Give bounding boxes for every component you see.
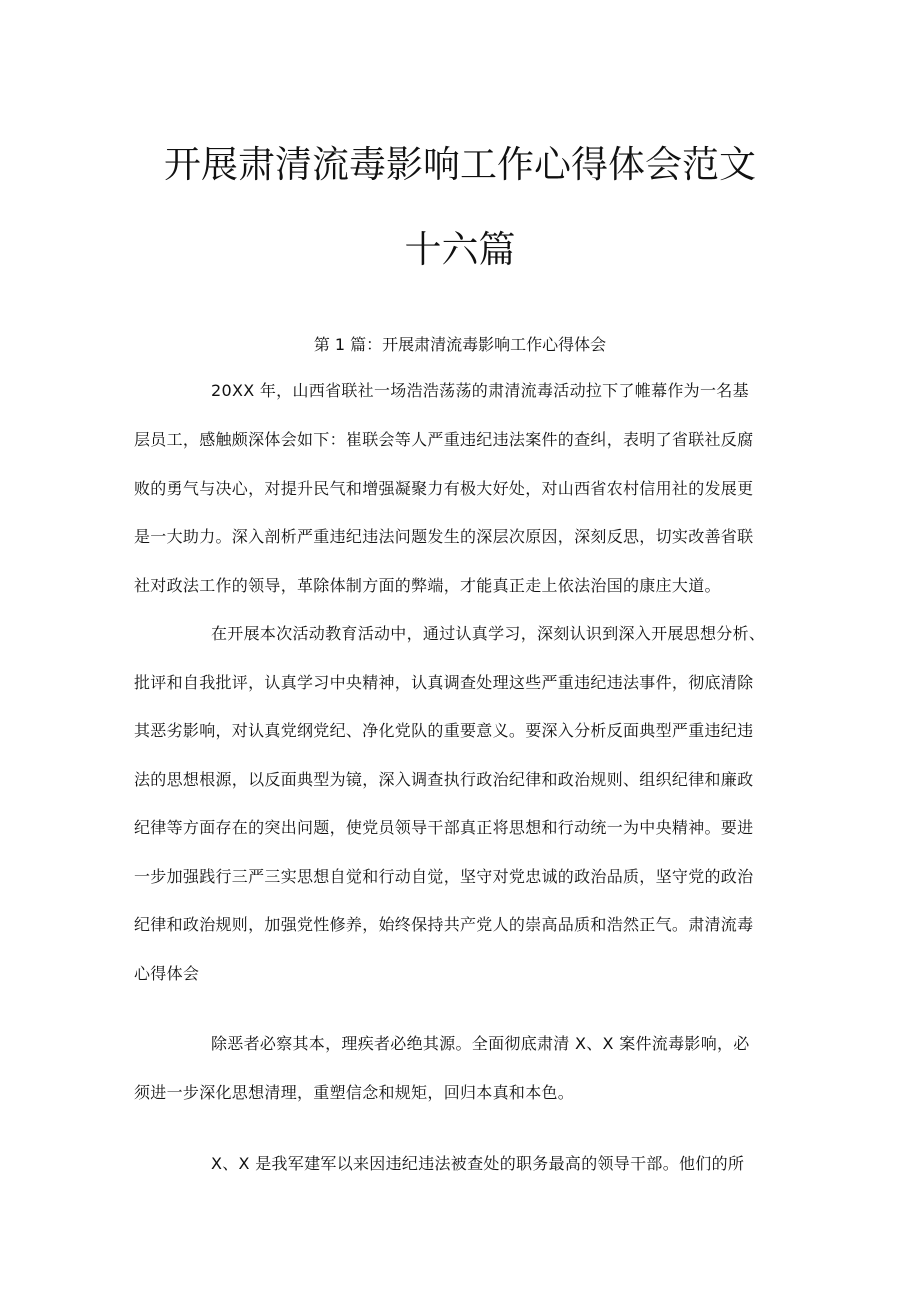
paragraph-line: 批评和自我批评，认真学习中央精神，认真调查处理这些严重违纪违法事件，彻底清除 [134,673,754,692]
paragraph-line: X、X 是我军建军以来因违纪违法被查处的职务最高的领导干部。他们的所 [211,1154,745,1173]
paragraph-line: 其恶劣影响，对认真党纲党纪、净化党队的重要意义。要深入分析反面典型严重违纪违 [134,721,754,740]
paragraph-line: 层员工，感触颇深体会如下：崔联会等人严重违纪违法案件的查纠，表明了省联社反腐 [134,430,754,449]
paragraph-line: 须进一步深化思想清理，重塑信念和规矩，回归本真和本色。 [134,1083,575,1102]
paragraph-line: 社对政法工作的领导，革除体制方面的弊端，才能真正走上依法治国的康庄大道。 [134,576,721,595]
paragraph-line: 除恶者必察其本，理疾者必绝其源。全面彻底肃清 X、X 案件流毒影响，必 [211,1034,750,1053]
paragraph-line: 败的勇气与决心，对提升民气和增强凝聚力有极大好处，对山西省农村信用社的发展更 [134,479,754,498]
paragraph-line: 法的思想根源，以反面典型为镜，深入调查执行政治纪律和政治规则、组织纪律和廉政 [134,770,754,789]
section-heading: 第 1 篇：开展肃清流毒影响工作心得体会 [313,335,607,354]
paragraph-line: 是一大助力。深入剖析严重违纪违法问题发生的深层次原因，深刻反思，切实改善省联 [134,527,754,546]
paragraph-line: 一步加强践行三严三实思想自觉和行动自觉，坚守对党忠诚的政治品质，坚守党的政治 [134,867,754,886]
paragraph-line: 在开展本次活动教育活动中，通过认真学习，深刻认识到深入开展思想分析、 [211,624,766,643]
paragraph-line: 纪律和政治规则，加强党性修养，始终保持共产党人的崇高品质和浩然正气。肃清流毒 [134,915,754,934]
paragraph-line: 20XX 年，山西省联社一场浩浩荡荡的肃清流毒活动拉下了帷幕作为一名基 [211,381,749,400]
document-title-line-1: 开展肃清流毒影响工作心得体会范文 [164,143,756,186]
paragraph-line: 心得体会 [134,964,200,983]
paragraph-line: 纪律等方面存在的突出问题，使党员领导干部真正将思想和行动统一为中央精神。要进 [134,818,754,837]
document-title-line-2: 十六篇 [404,228,516,271]
